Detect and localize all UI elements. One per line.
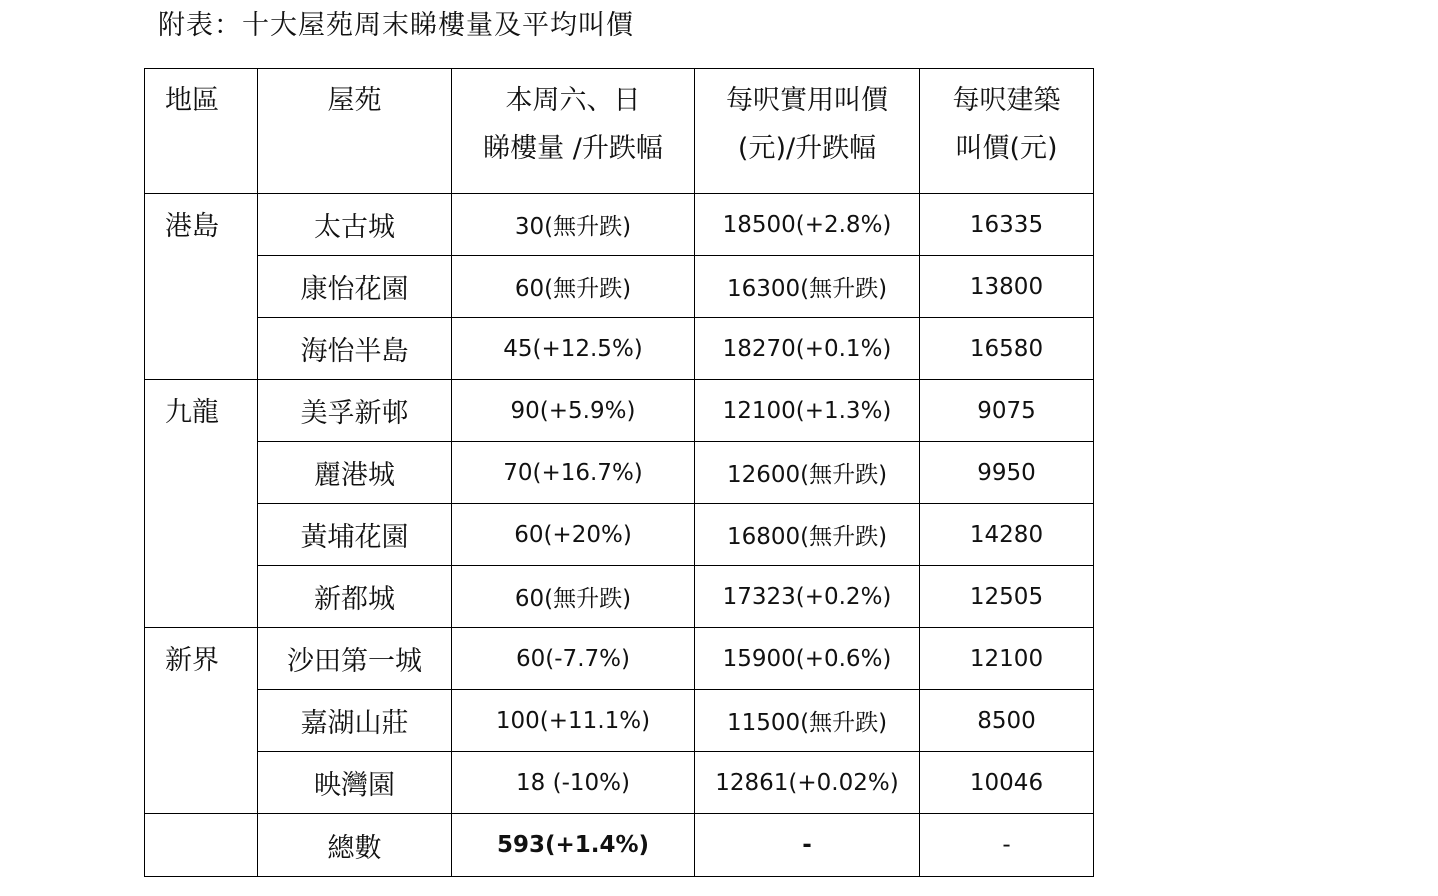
- header-gross-line2: 叫價(元): [955, 133, 1058, 164]
- table-row: [145, 504, 1094, 566]
- estate-name: 黃埔花園: [258, 504, 452, 566]
- gross-price-value: 13800: [920, 256, 1094, 318]
- saleable-price-value: 17323(+0.2%): [695, 566, 920, 628]
- saleable-price-value: 12600(無升跌): [695, 442, 920, 504]
- viewings-value: 45(+12.5%): [452, 318, 695, 380]
- table-row: [145, 194, 1094, 256]
- viewings-value: 70(+16.7%): [452, 442, 695, 504]
- table-row: [145, 752, 1094, 814]
- estate-name: 映灣園: [258, 752, 452, 814]
- header-gross-price: [920, 69, 1094, 194]
- gross-price-value: 9075: [920, 380, 1094, 442]
- estate-listing-table: [144, 68, 1094, 877]
- viewings-value: 18 (-10%): [452, 752, 695, 814]
- saleable-price-value: 12861(+0.02%): [695, 752, 920, 814]
- table-row: [145, 690, 1094, 752]
- header-saleable-line1: 每呎實用叫價: [726, 85, 888, 116]
- viewings-value: 60(+20%): [452, 504, 695, 566]
- viewings-value: 90(+5.9%): [452, 380, 695, 442]
- region-cell: 新界: [145, 628, 258, 814]
- table-row: [145, 380, 1094, 442]
- total-saleable-value: -: [695, 814, 920, 877]
- viewings-value: 60(無升跌): [452, 566, 695, 628]
- saleable-price-value: 12100(+1.3%): [695, 380, 920, 442]
- header-region: 地區: [145, 69, 258, 194]
- viewings-value: 60(無升跌): [452, 256, 695, 318]
- gross-price-value: 10046: [920, 752, 1094, 814]
- document-title: 附表：十大屋苑周末睇樓量及平均叫價: [158, 10, 634, 41]
- header-viewings: [452, 69, 695, 194]
- total-viewings-value: 593(+1.4%): [452, 814, 695, 877]
- viewings-value: 60(-7.7%): [452, 628, 695, 690]
- estate-name: 康怡花園: [258, 256, 452, 318]
- gross-price-value: 14280: [920, 504, 1094, 566]
- estate-name: 太古城: [258, 194, 452, 256]
- estate-name: 沙田第一城: [258, 628, 452, 690]
- header-saleable-price: [695, 69, 920, 194]
- table-row: [145, 256, 1094, 318]
- total-gross-value: -: [920, 814, 1094, 877]
- table-row: [145, 442, 1094, 504]
- saleable-price-value: 18270(+0.1%): [695, 318, 920, 380]
- estate-name: 海怡半島: [258, 318, 452, 380]
- region-cell: 九龍: [145, 380, 258, 628]
- region-cell: 港島: [145, 194, 258, 380]
- table-row: [145, 318, 1094, 380]
- viewings-value: 100(+11.1%): [452, 690, 695, 752]
- estate-name: 新都城: [258, 566, 452, 628]
- total-row: [145, 814, 1094, 877]
- saleable-price-value: 16800(無升跌): [695, 504, 920, 566]
- header-viewings-line1: 本周六、日: [505, 85, 641, 116]
- gross-price-value: 9950: [920, 442, 1094, 504]
- saleable-price-value: 16300(無升跌): [695, 256, 920, 318]
- gross-price-value: 16580: [920, 318, 1094, 380]
- header-saleable-line2: (元)/升跌幅: [737, 133, 877, 164]
- estate-name: 麗港城: [258, 442, 452, 504]
- table-row: [145, 628, 1094, 690]
- table-row: [145, 566, 1094, 628]
- total-region-empty: [145, 814, 258, 877]
- header-gross-line1: 每呎建築: [952, 85, 1061, 116]
- saleable-price-value: 18500(+2.8%): [695, 194, 920, 256]
- saleable-price-value: 15900(+0.6%): [695, 628, 920, 690]
- estate-name: 嘉湖山莊: [258, 690, 452, 752]
- gross-price-value: 8500: [920, 690, 1094, 752]
- total-label: 總數: [258, 814, 452, 877]
- saleable-price-value: 11500(無升跌): [695, 690, 920, 752]
- gross-price-value: 12505: [920, 566, 1094, 628]
- viewings-value: 30(無升跌): [452, 194, 695, 256]
- gross-price-value: 16335: [920, 194, 1094, 256]
- gross-price-value: 12100: [920, 628, 1094, 690]
- estate-name: 美孚新邨: [258, 380, 452, 442]
- header-estate: 屋苑: [258, 69, 452, 194]
- table-header-row: [145, 69, 1094, 194]
- header-viewings-line2: 睇樓量 /升跌幅: [483, 133, 663, 164]
